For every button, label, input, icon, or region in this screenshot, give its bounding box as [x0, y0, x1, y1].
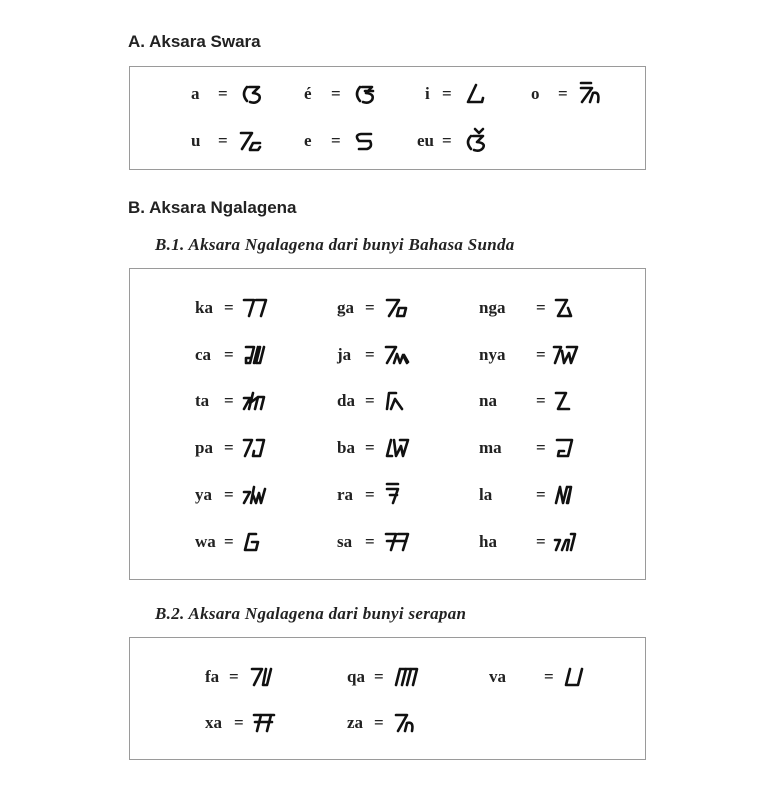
- section-b-title: B. Aksara Ngalagena: [128, 198, 297, 217]
- ca-glyph: [240, 341, 270, 369]
- ra-glyph: [382, 481, 412, 509]
- swara-i-glyph: [460, 80, 490, 108]
- fa-glyph: [248, 663, 278, 691]
- xa-glyph: [250, 709, 280, 737]
- swara-e-acute-glyph: [349, 80, 379, 108]
- ka-glyph: [240, 294, 270, 322]
- nya-glyph: [551, 341, 581, 369]
- swara-o-glyph: [576, 80, 606, 108]
- nga-glyph: [551, 294, 581, 322]
- za-glyph: [392, 709, 422, 737]
- ma-glyph: [551, 434, 581, 462]
- ja-glyph: [382, 341, 412, 369]
- swara-e-glyph: [349, 127, 379, 155]
- da-glyph: [382, 387, 412, 415]
- serapan-box: fa = qa = va = xa = za =: [129, 637, 646, 760]
- va-glyph: [561, 663, 591, 691]
- ngalagena-box: ka = ga = nga = ca = ja = nya = ta = da = na = pa = ba = ma = ya = ra = la = wa = sa = ha =: [129, 268, 646, 580]
- ya-glyph: [240, 481, 270, 509]
- section-b1-title: B.1. Aksara Ngalagena dari bunyi Bahasa Sunda: [155, 235, 515, 254]
- la-glyph: [551, 481, 581, 509]
- qa-glyph: [392, 663, 422, 691]
- pa-glyph: [240, 434, 270, 462]
- section-b2-title: B.2. Aksara Ngalagena dari bunyi serapan: [155, 604, 467, 623]
- sa-glyph: [382, 528, 412, 556]
- ba-glyph: [382, 434, 412, 462]
- swara-u-glyph: [236, 127, 266, 155]
- ga-glyph: [382, 294, 412, 322]
- section-a-title: A. Aksara Swara: [128, 32, 261, 51]
- swara-eu-glyph: [460, 127, 490, 155]
- swara-box: a = é = i = o = u = e = eu =: [129, 66, 646, 170]
- ha-glyph: [551, 528, 581, 556]
- na-glyph: [551, 387, 581, 415]
- wa-glyph: [240, 528, 270, 556]
- ta-glyph: [240, 387, 270, 415]
- swara-a-glyph: [236, 80, 266, 108]
